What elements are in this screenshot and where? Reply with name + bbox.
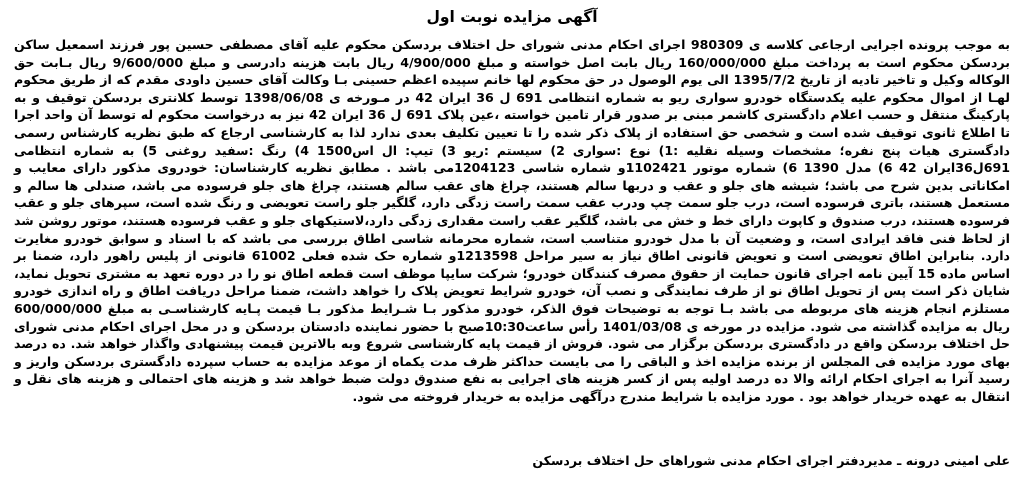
- notice-body: به موجب پرونده اجرایی ارجاعی کلاسه ی 980309 اجرای احکام مدنی شورای حل اختلاف بردسکن محکوم علیه آقای مصطفی حسین پور فرزند اسمعیل ساکن بردسکن محکوم است به پرداخت مبلغ 160/000/000 ریال بابت اصل خواسته و مبلغ 4/900/000 ریال بابت هزینه دادرسی و مبلغ 9/600/000 ریال بـابت حق الوکاله وکیل و تاخیر تادیه از تاریخ 1395/7/2 الی یوم الوصول در حق محکوم لها خانم سپیده اعظم حسینی بـا وکالت آقای حسین داودی مقدم که از طریق محکوم لهـا از اموال محکوم علیه یکدستگاه خودرو سواری ریو به شماره انتظامی 691 ل 36 ایران 42 در مـورخه ی 1398/06/08 توسط کلانتری بردسکن توقیف و به پارکینگ منتقل و حسب اعلام دادگستری کاشمر مبنی بر صدور قرار تامین خواسته ،عین پلاک 691 ل 36 ایران 42 نیز به درخواست محکوم له توسط آن واحد اجرا تا اطلاع ثانوی توقیف شده است و شخصی حق استفاده از پلاک ذکر شده را تا تعیین تکلیف بعدی ندارد لذا به کارشناسی ارجاع که طبق نظریه کارشناس رسمی دادگستری هیات پنج نفره؛ مشخصات وسیله نقلیه :1) نوع :سواری 2) سیستم :ریو 3) تیپ: ال اس1500 4) رنگ :سفید روغنی 5) به شماره انتظامی 691ل36ایران 42 6) مدل 1390 6) شماره موتور 1102421و شماره شاسی 1204123می باشد . مطابق نظریه کارشناسان: خودروی مذکور دارای معایب و امکاناتی بدین شرح می باشد؛ شیشه های جلو و عقب و دربها سالم هستند، چراغ های عقب سالم هستند، چراغ های جلو فرسوده می باشد، صندلی ها سالم و مستعمل هستند، باتری فرسوده است، درب جلو سمت چپ ودرب عقب سمت راست زدگی دارد، گلگیر جلو راست تعویضی و رنگ شده است، سپرهای جلو و عقب فرسوده هستند، درب صندوق و کاپوت دارای خط و خش می باشد، گلگیر عقب راست مقداری زدگی دارد،لاستیکهای جلو و عقب فرسوده هستند، موتور روشن شد از لحاظ فنی فاقد ایرادی است، و وضعیت آن با مدل خودرو متناسب است، شماره محرمانه شاسی اطاق بررسی می باشد که با اسناد و سوابق خودرو مغایرت دارد. بنابراین اطاق تعویضی است و تعویض قانونی اطاق نیاز به سیر مراحل 1213598و شماره حک شده فعلی 61002 قانونی از پلیس راهور دارد، ضمنا بر اساس ماده 15 آیین نامه اجرای قانون حمایت از حقوق مصرف کنندگان خودرو؛ شرکت سایپا موظف است قطعه اطاق نو را در دوره تعهد به مشتری تحویل نماید، شایان ذکر است پس از تحویل اطاق نو از طرف نمایندگی و نصب آن، خودرو شرایط تعویض پلاک را خواهد داشت، ضمنا مراحل دریافت اطاق و راه اندازی خودرو مستلزم انجام هزینه های مربوطه می باشد بـا توجه به توضیحات فوق الذکر، خودرو مذکور بـا شـرایط مذکور بـا قیمت پـایه کارشناسـی به مبلغ 600/000/000 ریال به مزایده گذاشته می شود. مزایده در مورخه ی 1401/03/08 رأس ساعت10:30صبح با حضور نماینده دادستان بردسکن و در محل اجرای احکام مدنی شورای حل اختلاف بردسکن واقع در دادگستری بردسکن برگزار می شود. فروش از قیمت پایه کارشناسی شروع وبه بالاترین قیمت پیشنهادی واگذار خواهد شد. ده درصد بهای مورد مزایده فی المجلس از برنده مزایده اخذ و الباقی را می بایست حداکثر ظرف مدت یکماه از موعد مزایده به حساب سپرده دادگستری بردسکن واریز و رسید آنرا به اجرای احکام ارائه والا ده درصد اولیه پس از کسر هزینه های اجرایی به نفع صندوق دولت ضبط خواهد شد و هزینه های احتمالی و هزینه های نقل و انتقال به عهده خریدار خواهد بود . مورد مزایده با شرایط مندرج درآگهی مزایده به خریدار فروخته می شود.: [14, 37, 1011, 404]
- notice-signature: علی امینی درونه ـ مدیردفتر اجرای احکام مدنی شوراهای حل اختلاف بردسکن: [532, 453, 1010, 468]
- notice-title: آگهی مزایده نوبت اول: [426, 8, 598, 26]
